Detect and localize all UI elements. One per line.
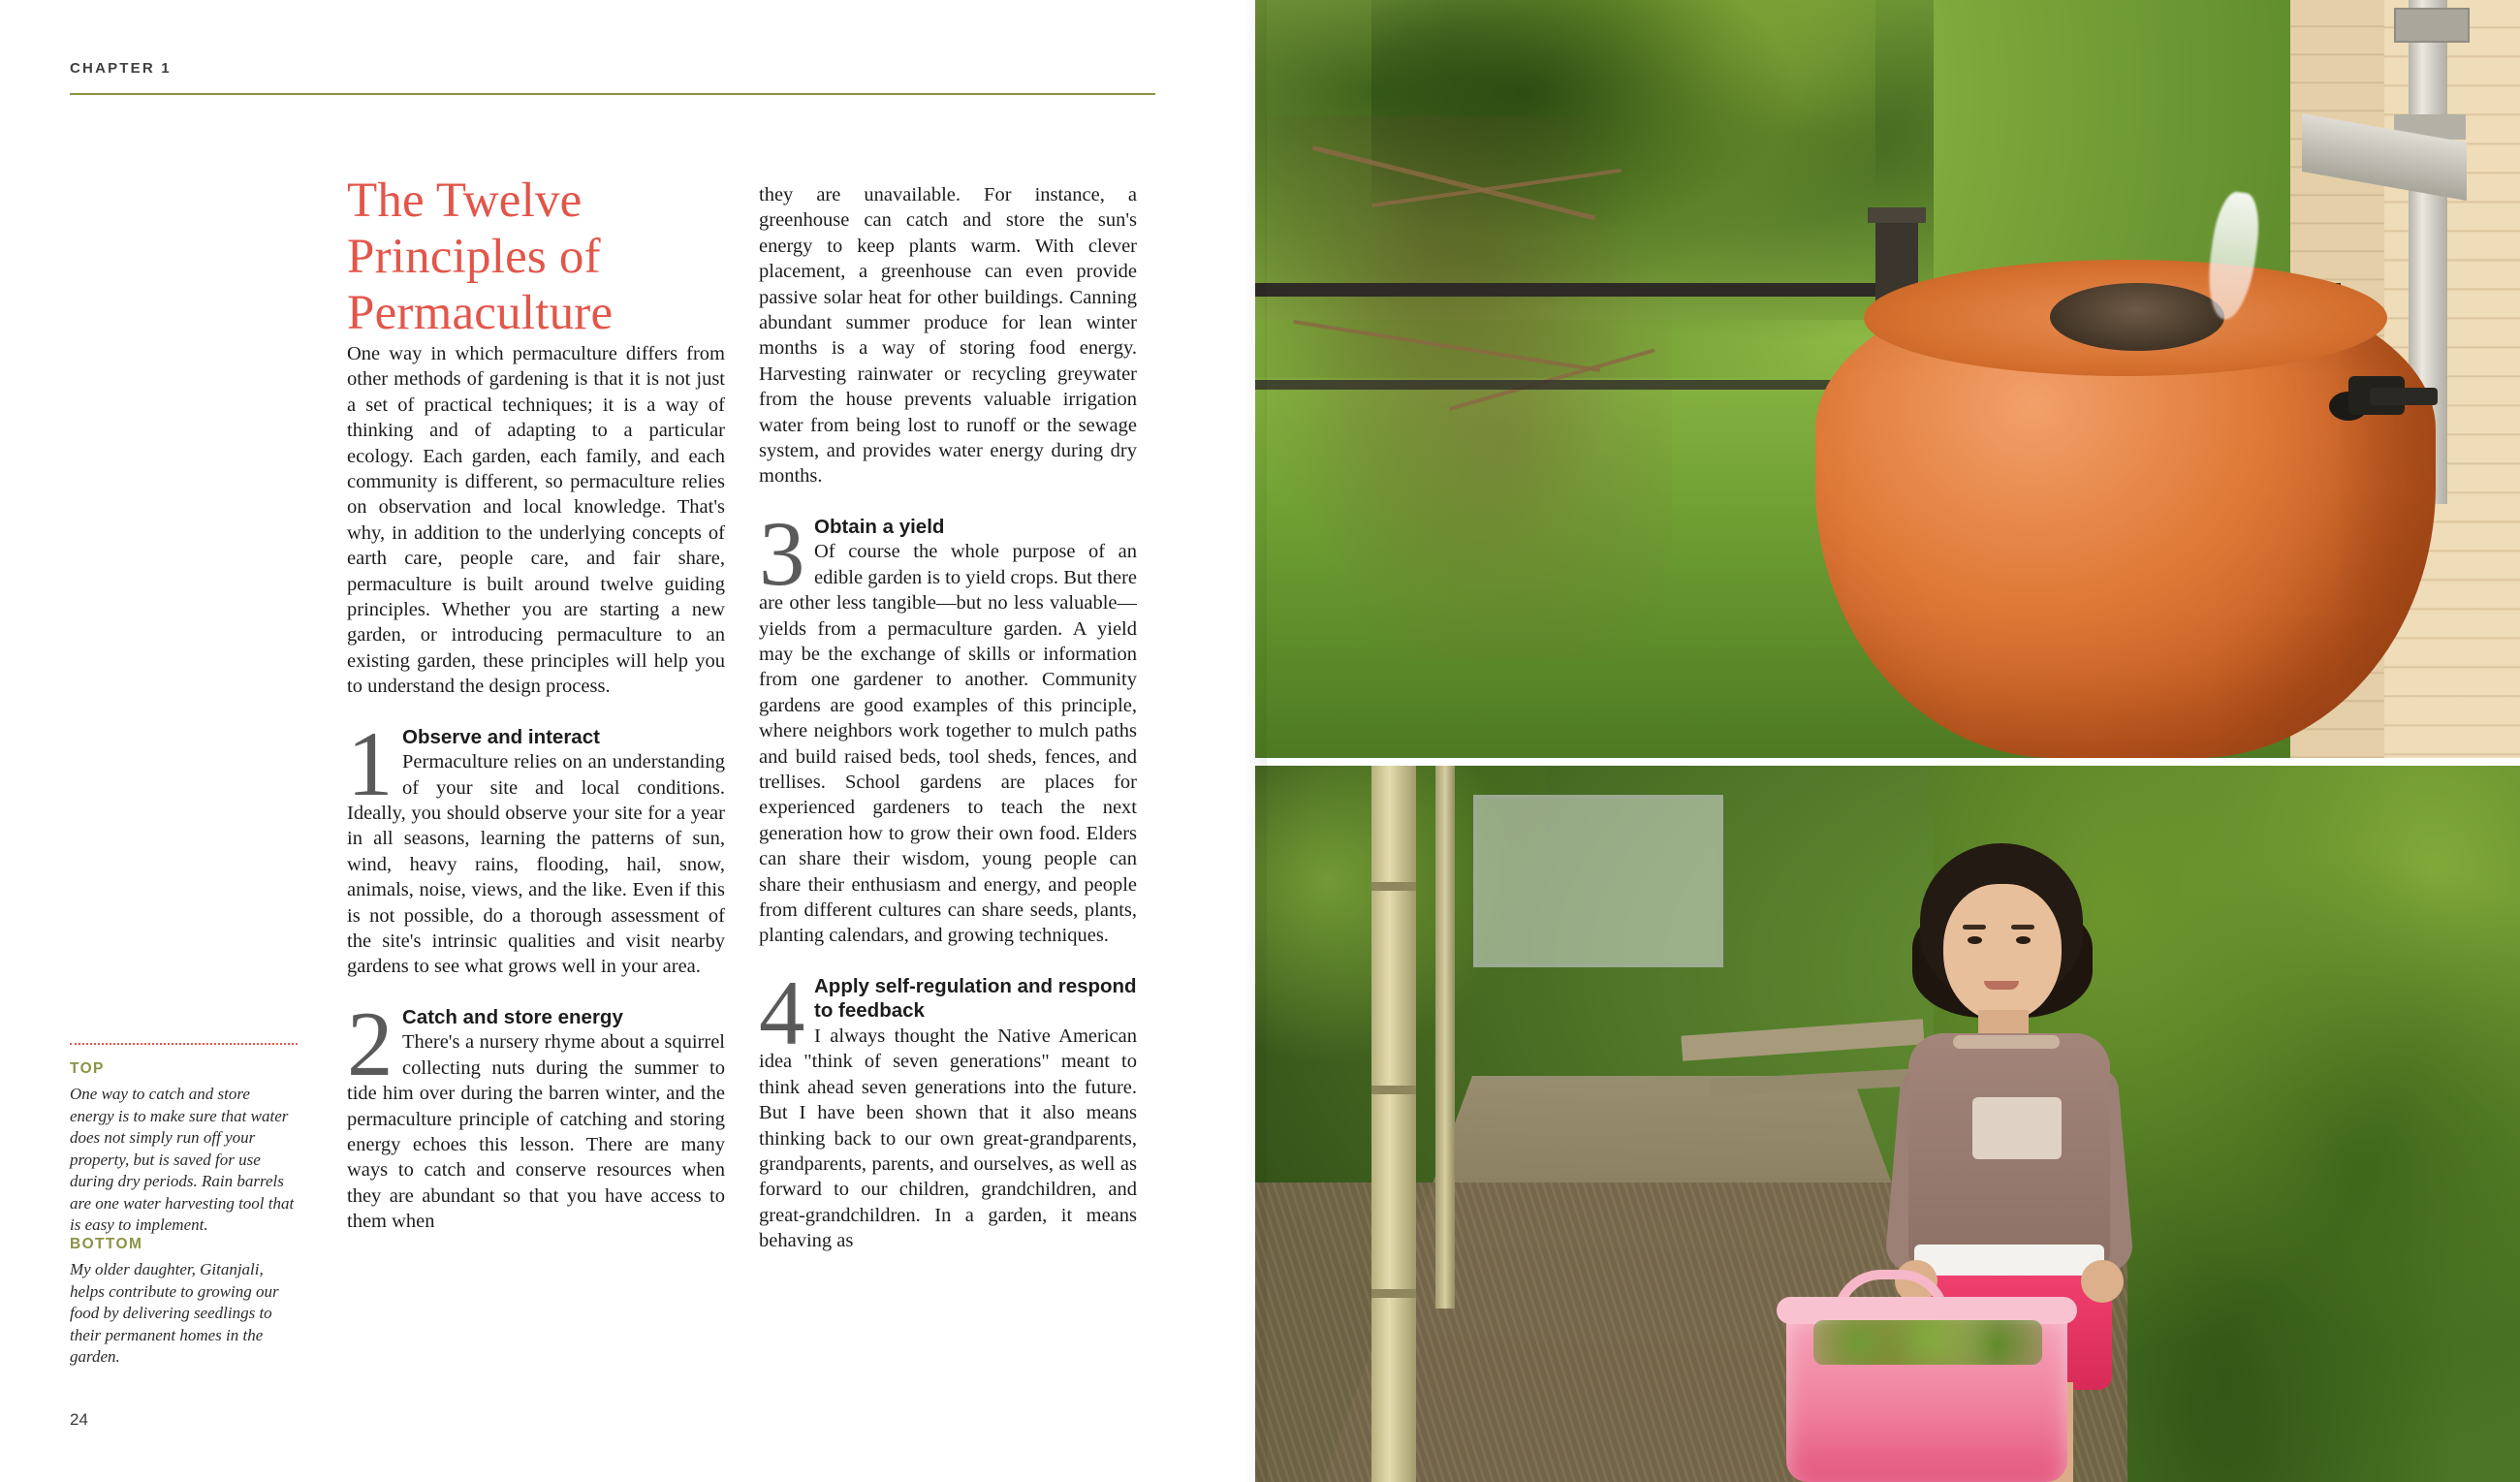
principle-block-2 <box>347 1005 725 1235</box>
caption-bottom <box>70 1236 298 1369</box>
page-title: The Twelve Principles of Permaculture <box>347 173 614 340</box>
principle-text-3: Of course the whole purpose of an edible garden is to yield crops. But there are other less tangible—but no less valuable—yields from a permaculture garden. A yield may be the exchange of skills or information from one gardener to another. Community gardens are good examples of this principle, where neighbors work together to mulch paths and build raised beds, tool sheds, fences, and trellises. School gardens are places for experienced gardeners to teach the next generation how to grow their own food. Elders can share their wisdom, young people can share their enthusiasm and energy, and people from different cultures can share seeds, plants, planting calendars, and growing techniques. <box>759 541 1137 947</box>
principle-text-1: Permaculture relies on an understanding of your site and local conditions. Ideally, you should observe your site for a year in all seasons, learning the patterns of sun, wind, heavy rains, flooding, hail, snow, animals, noise, views, and the like. Even if this is not possible, do a thorough assessment of the site's intrinsic qualities and visit nearby gardens to see what grows well in your area. <box>347 751 725 978</box>
fence-post-cap <box>1868 207 1926 223</box>
principle-number-2: 2 <box>347 1004 394 1095</box>
bamboo-node-3 <box>1371 1289 1416 1298</box>
principle-number-3: 3 <box>759 514 805 605</box>
rain-barrel-photo <box>1255 0 2520 758</box>
girl-eye-right <box>2016 936 2031 944</box>
principle-block-3 <box>759 515 1137 949</box>
left-text-page <box>0 0 1255 1482</box>
right-photo-page <box>1255 0 2520 1482</box>
girl-with-bin-photo <box>1255 766 2520 1482</box>
girl-eye-left <box>1968 936 1982 944</box>
principle-title-2: Catch and store energy <box>402 1005 623 1028</box>
caption-bottom-label: BOTTOM <box>70 1236 143 1252</box>
bamboo-node-1 <box>1371 882 1416 891</box>
page-number: 24 <box>70 1410 88 1429</box>
bamboo-pole-secondary <box>1435 766 1455 1309</box>
girl-shirt-print <box>1972 1097 2062 1159</box>
chapter-label: CHAPTER 1 <box>70 60 172 77</box>
rain-barrel-opening <box>2050 283 2224 351</box>
barrel-spigot-nozzle <box>2370 388 2438 405</box>
caption-divider <box>70 1043 298 1047</box>
caption-top-text: One way to catch and store energy is to make sure that water does not simply run off your property, but is saved for use during dry periods. Rain barrels are one water harvesting tool that is easy to implement. <box>70 1085 295 1234</box>
girl-mouth <box>1984 981 2019 990</box>
garden-structure <box>1473 795 1723 967</box>
downspout-bracket-top <box>2394 8 2470 43</box>
principle-text-2: There's a nursery rhyme about a squirrel collecting nuts during the summer to tide him over during the barren winter, and the permaculture principle of catching and storing energy echoes this lesson. There are many ways to catch and conserve resources when they are abundant so that you have access to them when <box>347 1031 725 1233</box>
girl-face <box>1943 884 2062 1022</box>
header-rule <box>70 93 1155 95</box>
seedlings-in-bin <box>1813 1320 2042 1365</box>
principle-title-1: Observe and interact <box>402 725 600 748</box>
principle-block-4 <box>759 974 1137 1254</box>
principle-number-4: 4 <box>759 973 805 1064</box>
text-column-right <box>759 182 1137 1254</box>
girl-eyebrow-left <box>1963 925 1986 930</box>
principle-2-continuation: they are unavailable. For instance, a greenhouse can catch and store the sun's energy to keep plants warm. With clever placement, a greenhouse can even provide passive solar heat for other buildings. Canning abundant summer produce for lean winter months is a way of storing food energy. Harvesting rainwater or recycling greywater from the house prevents valuable irrigation water from being lost to runoff or the sewage system, and provides water energy during dry months. <box>759 184 1137 488</box>
principle-text-4: I always thought the Native American idea "think of seven generations" meant to think ahead seven generations into the future. But I have been shown that it also means thinking back to our own great-grandparents, grandparents, parents, and ourselves, as well as forward to our children, grandchildren, and great-grandchildren. In a garden, it means behaving as <box>759 1025 1137 1252</box>
principle-block-1 <box>347 725 725 980</box>
principle-number-1: 1 <box>347 724 394 815</box>
caption-top <box>70 1060 298 1237</box>
principle-title-3: Obtain a yield <box>814 515 945 538</box>
text-column-left <box>347 341 725 1235</box>
caption-bottom-text: My older daughter, Gitanjali, helps contribute to growing our food by delivering seedlings to their permanent homes in the garden. <box>70 1260 279 1366</box>
bamboo-node-2 <box>1371 1086 1416 1094</box>
bamboo-pole <box>1371 766 1416 1482</box>
intro-paragraph: One way in which permaculture differs from other methods of gardening is that it is not just a set of practical techniques; it is a way of thinking and of adapting to a particular ecology. Each garden, each family, and each community is different, so permaculture relies on observation and local knowledge. That's why, in addition to the underlying concepts of earth care, people care, and fair share, permaculture is built around twelve guiding principles. Whether you are starting a new garden, or introducing permaculture to an existing garden, these principles will help you to understand the design process. <box>347 343 725 698</box>
caption-top-label: TOP <box>70 1060 105 1077</box>
principle-title-4: Apply self-regulation and respond to feedback <box>814 974 1137 1023</box>
girl-eyebrow-right <box>2011 925 2034 930</box>
girl-shirt-collar <box>1953 1035 2060 1049</box>
girl-hand-right <box>2081 1260 2124 1303</box>
